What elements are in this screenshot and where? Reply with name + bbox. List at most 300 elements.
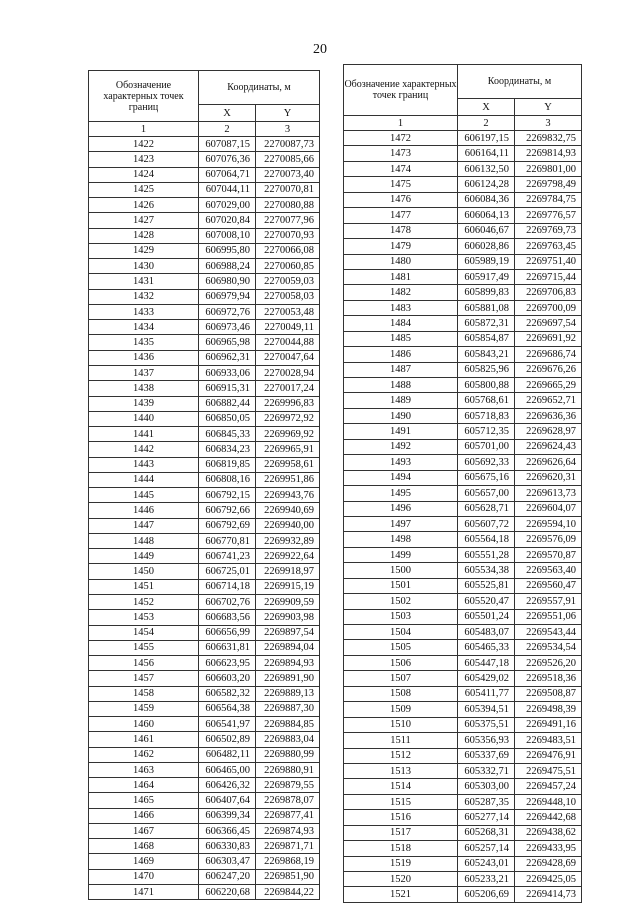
x-coordinate-cell: 606980,90 [199,274,256,289]
x-coordinate-cell: 606631,81 [199,640,256,655]
table-row [344,547,582,562]
x-coordinate-cell: 606603,20 [199,671,256,686]
y-coordinate-cell: 2269832,75 [515,131,582,146]
point-number-cell: 1502 [344,594,458,609]
point-number-cell: 1499 [344,547,458,562]
point-number-cell: 1460 [89,717,199,732]
designation-header: Обозначение характерных точек границ [344,65,458,116]
table-row [89,762,320,777]
y-coordinate-cell: 2269425,05 [515,872,582,887]
y-coordinate-cell: 2270087,73 [256,137,320,152]
table-row [89,823,320,838]
table-row [344,578,582,593]
table-row [344,640,582,655]
x-coordinate-cell: 605337,69 [458,748,515,763]
table-row [89,457,320,472]
x-coordinate-cell: 605429,02 [458,671,515,686]
x-coordinate-cell: 605394,51 [458,702,515,717]
table-row [344,486,582,501]
x-coordinate-cell: 605675,16 [458,470,515,485]
table-row [89,869,320,884]
y-coordinate-cell: 2269940,00 [256,518,320,533]
y-coordinate-cell: 2269526,20 [515,655,582,670]
y-coordinate-cell: 2269880,99 [256,747,320,762]
x-coordinate-cell: 606741,23 [199,549,256,564]
table-row [89,488,320,503]
y-coordinate-cell: 2269889,13 [256,686,320,701]
x-coordinate-cell: 606933,06 [199,365,256,380]
table-row [89,579,320,594]
x-coordinate-cell: 605872,31 [458,316,515,331]
x-coordinate-cell: 606792,15 [199,488,256,503]
y-coordinate-cell: 2270070,93 [256,228,320,243]
y-coordinate-cell: 2270059,03 [256,274,320,289]
y-coordinate-cell: 2269543,44 [515,625,582,640]
point-number-cell: 1434 [89,320,199,335]
x-coordinate-cell: 607087,15 [199,137,256,152]
point-number-cell: 1459 [89,701,199,716]
y-coordinate-cell: 2269874,93 [256,823,320,838]
x-coordinate-cell: 606725,01 [199,564,256,579]
point-number-cell: 1453 [89,610,199,625]
table-row [344,748,582,763]
table-row [344,378,582,393]
y-coordinate-cell: 2270073,40 [256,167,320,182]
point-number-cell: 1450 [89,564,199,579]
y-coordinate-cell: 2269697,54 [515,316,582,331]
point-number-cell: 1468 [89,839,199,854]
table-row [344,532,582,547]
point-number-cell: 1515 [344,794,458,809]
x-coordinate-cell: 606973,46 [199,320,256,335]
x-coordinate-cell: 606962,31 [199,350,256,365]
x-coordinate-cell: 606683,56 [199,610,256,625]
point-number-cell: 1513 [344,763,458,778]
y-coordinate-cell: 2269476,91 [515,748,582,763]
table-row [89,274,320,289]
x-coordinate-cell: 606988,24 [199,259,256,274]
y-coordinate-cell: 2269763,45 [515,239,582,254]
table-row [89,686,320,701]
table-row [89,411,320,426]
point-number-cell: 1431 [89,274,199,289]
table-row [344,887,582,902]
table-row [89,213,320,228]
table-row [89,839,320,854]
x-coordinate-cell: 605881,08 [458,300,515,315]
x-coordinate-cell: 606623,95 [199,656,256,671]
table-row [89,167,320,182]
point-number-cell: 1469 [89,854,199,869]
y-coordinate-cell: 2269844,22 [256,885,320,900]
table-row [344,161,582,176]
table-row [89,594,320,609]
y-coordinate-cell: 2269613,73 [515,486,582,501]
table-row [344,455,582,470]
point-number-cell: 1498 [344,532,458,547]
x-coordinate-cell: 605257,14 [458,841,515,856]
point-number-cell: 1467 [89,823,199,838]
x-coordinate-cell: 606399,34 [199,808,256,823]
x-coordinate-cell: 606656,99 [199,625,256,640]
y-coordinate-cell: 2269940,69 [256,503,320,518]
y-coordinate-cell: 2269909,59 [256,594,320,609]
point-number-cell: 1507 [344,671,458,686]
table-row [344,779,582,794]
table-row [89,137,320,152]
x-coordinate-cell: 606132,50 [458,161,515,176]
point-number-cell: 1470 [89,869,199,884]
y-coordinate-cell: 2269594,10 [515,516,582,531]
point-number-cell: 1486 [344,347,458,362]
y-coordinate-cell: 2269676,26 [515,362,582,377]
y-coordinate-cell: 2269922,64 [256,549,320,564]
table-row [344,625,582,640]
point-number-cell: 1441 [89,427,199,442]
point-number-cell: 1481 [344,269,458,284]
x-coordinate-cell: 605800,88 [458,378,515,393]
point-number-cell: 1452 [89,594,199,609]
right-table-body [344,131,582,903]
x-coordinate-cell: 605243,01 [458,856,515,871]
x-coordinate-cell: 606465,00 [199,762,256,777]
designation-header: Обозначение характерных точек границ [89,71,199,122]
x-coordinate-cell: 605657,00 [458,486,515,501]
x-coordinate-cell: 606979,94 [199,289,256,304]
x-coordinate-cell: 605628,71 [458,501,515,516]
x-coordinate-cell: 607064,71 [199,167,256,182]
y-coordinate-cell: 2269560,47 [515,578,582,593]
point-number-cell: 1465 [89,793,199,808]
y-coordinate-cell: 2269665,29 [515,378,582,393]
table-row [344,516,582,531]
table-row [89,533,320,548]
x-coordinate-cell: 605718,83 [458,408,515,423]
table-row [344,763,582,778]
table-row [344,393,582,408]
y-coordinate-cell: 2269620,31 [515,470,582,485]
x-coordinate-cell: 606426,32 [199,778,256,793]
point-number-cell: 1521 [344,887,458,902]
point-number-cell: 1466 [89,808,199,823]
point-number-cell: 1426 [89,198,199,213]
table-row [344,563,582,578]
table-row [344,177,582,192]
x-coordinate-cell: 605277,14 [458,810,515,825]
table-row [344,841,582,856]
x-coordinate-cell: 606064,13 [458,208,515,223]
y-coordinate-cell: 2269877,41 [256,808,320,823]
point-number-cell: 1488 [344,378,458,393]
x-coordinate-cell: 606564,38 [199,701,256,716]
x-coordinate-cell: 606197,15 [458,131,515,146]
table-row [344,269,582,284]
x-coordinate-cell: 607008,10 [199,228,256,243]
point-number-cell: 1440 [89,411,199,426]
x-coordinate-cell: 605501,24 [458,609,515,624]
y-coordinate-cell: 2270044,88 [256,335,320,350]
point-number-cell: 1445 [89,488,199,503]
y-coordinate-cell: 2269576,09 [515,532,582,547]
point-number-cell: 1480 [344,254,458,269]
point-number-cell: 1483 [344,300,458,315]
point-number-cell: 1427 [89,213,199,228]
table-row [344,208,582,223]
table-row [344,825,582,840]
x-coordinate-cell: 605534,38 [458,563,515,578]
x-coordinate-cell: 605447,18 [458,655,515,670]
coordinates-header: Координаты, м [199,71,320,105]
point-number-cell: 1425 [89,182,199,197]
x-coordinate-cell: 606502,89 [199,732,256,747]
point-number-cell: 1497 [344,516,458,531]
table-row [89,625,320,640]
y-coordinate-cell: 2269751,40 [515,254,582,269]
x-coordinate-cell: 606330,83 [199,839,256,854]
point-number-cell: 1477 [344,208,458,223]
y-header: Y [515,99,582,116]
point-number-cell: 1462 [89,747,199,762]
point-number-cell: 1436 [89,350,199,365]
x-coordinate-cell: 606124,28 [458,177,515,192]
y-coordinate-cell: 2270058,03 [256,289,320,304]
table-row [89,793,320,808]
table-row [344,131,582,146]
point-number-cell: 1491 [344,424,458,439]
point-number-cell: 1509 [344,702,458,717]
x-coordinate-cell: 606850,05 [199,411,256,426]
table-row [344,686,582,701]
y-coordinate-cell: 2269475,51 [515,763,582,778]
y-coordinate-cell: 2270053,48 [256,304,320,319]
table-row [89,610,320,625]
table-row [344,424,582,439]
table-row [344,223,582,238]
table-row [89,320,320,335]
y-coordinate-cell: 2269951,86 [256,472,320,487]
point-number-cell: 1429 [89,243,199,258]
point-number-cell: 1458 [89,686,199,701]
table-row [344,285,582,300]
y-coordinate-cell: 2269871,71 [256,839,320,854]
point-number-cell: 1514 [344,779,458,794]
x-coordinate-cell: 606714,18 [199,579,256,594]
x-coordinate-cell: 605465,33 [458,640,515,655]
coordinates-table-right [343,64,582,903]
y-coordinate-cell: 2269715,44 [515,269,582,284]
y-coordinate-cell: 2269518,36 [515,671,582,686]
y-coordinate-cell: 2269700,09 [515,300,582,315]
table-row [344,655,582,670]
column-index-1: 1 [89,122,199,137]
table-row [344,671,582,686]
y-coordinate-cell: 2269883,04 [256,732,320,747]
table-row [344,439,582,454]
table-row [344,501,582,516]
x-coordinate-cell: 606046,67 [458,223,515,238]
table-row [89,518,320,533]
y-coordinate-cell: 2269894,04 [256,640,320,655]
y-coordinate-cell: 2270077,96 [256,213,320,228]
table-row [89,335,320,350]
y-coordinate-cell: 2269442,68 [515,810,582,825]
table-row [344,856,582,871]
table-row [344,872,582,887]
table-row [89,396,320,411]
table-row [344,794,582,809]
x-coordinate-cell: 605356,93 [458,733,515,748]
x-coordinate-cell: 607029,00 [199,198,256,213]
point-number-cell: 1451 [89,579,199,594]
y-coordinate-cell: 2270066,08 [256,243,320,258]
point-number-cell: 1422 [89,137,199,152]
table-row [89,747,320,762]
table-row [89,732,320,747]
x-coordinate-cell: 606819,85 [199,457,256,472]
y-coordinate-cell: 2269897,54 [256,625,320,640]
point-number-cell: 1428 [89,228,199,243]
table-row [89,671,320,686]
y-coordinate-cell: 2269814,93 [515,146,582,161]
point-number-cell: 1504 [344,625,458,640]
point-number-cell: 1449 [89,549,199,564]
table-row [89,701,320,716]
x-coordinate-cell: 605917,49 [458,269,515,284]
point-number-cell: 1490 [344,408,458,423]
point-number-cell: 1461 [89,732,199,747]
point-number-cell: 1517 [344,825,458,840]
y-coordinate-cell: 2269798,49 [515,177,582,192]
y-coordinate-cell: 2269878,07 [256,793,320,808]
table-row [89,503,320,518]
x-coordinate-cell: 605483,07 [458,625,515,640]
y-coordinate-cell: 2269776,57 [515,208,582,223]
x-coordinate-cell: 606582,32 [199,686,256,701]
y-coordinate-cell: 2269996,83 [256,396,320,411]
point-number-cell: 1492 [344,439,458,454]
y-header: Y [256,105,320,122]
y-coordinate-cell: 2270028,94 [256,365,320,380]
table-row [344,594,582,609]
x-coordinate-cell: 607076,36 [199,152,256,167]
x-coordinate-cell: 605375,51 [458,717,515,732]
point-number-cell: 1455 [89,640,199,655]
x-coordinate-cell: 605701,00 [458,439,515,454]
point-number-cell: 1438 [89,381,199,396]
table-row [89,152,320,167]
table-row [344,717,582,732]
table-row [89,778,320,793]
y-coordinate-cell: 2269894,93 [256,656,320,671]
point-number-cell: 1473 [344,146,458,161]
y-coordinate-cell: 2269438,62 [515,825,582,840]
x-coordinate-cell: 606845,33 [199,427,256,442]
y-coordinate-cell: 2269879,55 [256,778,320,793]
table-row [89,549,320,564]
table-row [89,198,320,213]
x-coordinate-cell: 606303,47 [199,854,256,869]
x-coordinate-cell: 605692,33 [458,455,515,470]
x-coordinate-cell: 606164,11 [458,146,515,161]
column-index-3: 3 [256,122,320,137]
point-number-cell: 1476 [344,192,458,207]
y-coordinate-cell: 2269943,76 [256,488,320,503]
point-number-cell: 1493 [344,455,458,470]
y-coordinate-cell: 2269784,75 [515,192,582,207]
point-number-cell: 1474 [344,161,458,176]
point-number-cell: 1511 [344,733,458,748]
x-coordinate-cell: 606028,86 [458,239,515,254]
point-number-cell: 1495 [344,486,458,501]
y-coordinate-cell: 2269958,61 [256,457,320,472]
y-coordinate-cell: 2269965,91 [256,442,320,457]
y-coordinate-cell: 2270049,11 [256,320,320,335]
table-row [89,472,320,487]
y-coordinate-cell: 2269433,95 [515,841,582,856]
point-number-cell: 1442 [89,442,199,457]
x-coordinate-cell: 605268,31 [458,825,515,840]
y-coordinate-cell: 2269880,91 [256,762,320,777]
page-number: 20 [313,42,327,57]
x-coordinate-cell: 606792,69 [199,518,256,533]
table-row [344,146,582,161]
table-row [89,442,320,457]
x-coordinate-cell: 605520,47 [458,594,515,609]
x-coordinate-cell: 605564,18 [458,532,515,547]
x-coordinate-cell: 605768,61 [458,393,515,408]
x-coordinate-cell: 606482,11 [199,747,256,762]
y-coordinate-cell: 2269563,40 [515,563,582,578]
point-number-cell: 1478 [344,223,458,238]
y-coordinate-cell: 2269915,19 [256,579,320,594]
table-row [344,192,582,207]
x-coordinate-cell: 605303,00 [458,779,515,794]
x-coordinate-cell: 606541,97 [199,717,256,732]
y-coordinate-cell: 2269628,97 [515,424,582,439]
point-number-cell: 1503 [344,609,458,624]
table-row [89,365,320,380]
x-coordinate-cell: 606220,68 [199,885,256,900]
point-number-cell: 1489 [344,393,458,408]
table-row [89,717,320,732]
x-coordinate-cell: 606834,23 [199,442,256,457]
x-coordinate-cell: 606972,76 [199,304,256,319]
y-coordinate-cell: 2269652,71 [515,393,582,408]
table-row [344,702,582,717]
table-row [344,470,582,485]
y-coordinate-cell: 2269428,69 [515,856,582,871]
x-coordinate-cell: 606792,66 [199,503,256,518]
point-number-cell: 1456 [89,656,199,671]
left-table-body [89,137,320,900]
y-coordinate-cell: 2270080,88 [256,198,320,213]
y-coordinate-cell: 2269887,30 [256,701,320,716]
point-number-cell: 1505 [344,640,458,655]
point-number-cell: 1432 [89,289,199,304]
x-coordinate-cell: 606247,20 [199,869,256,884]
table-row [344,300,582,315]
table-row [89,885,320,900]
y-coordinate-cell: 2269686,74 [515,347,582,362]
y-coordinate-cell: 2269570,87 [515,547,582,562]
point-number-cell: 1512 [344,748,458,763]
x-coordinate-cell: 605607,72 [458,516,515,531]
y-coordinate-cell: 2269534,54 [515,640,582,655]
y-coordinate-cell: 2270085,66 [256,152,320,167]
point-number-cell: 1516 [344,810,458,825]
point-number-cell: 1424 [89,167,199,182]
point-number-cell: 1437 [89,365,199,380]
